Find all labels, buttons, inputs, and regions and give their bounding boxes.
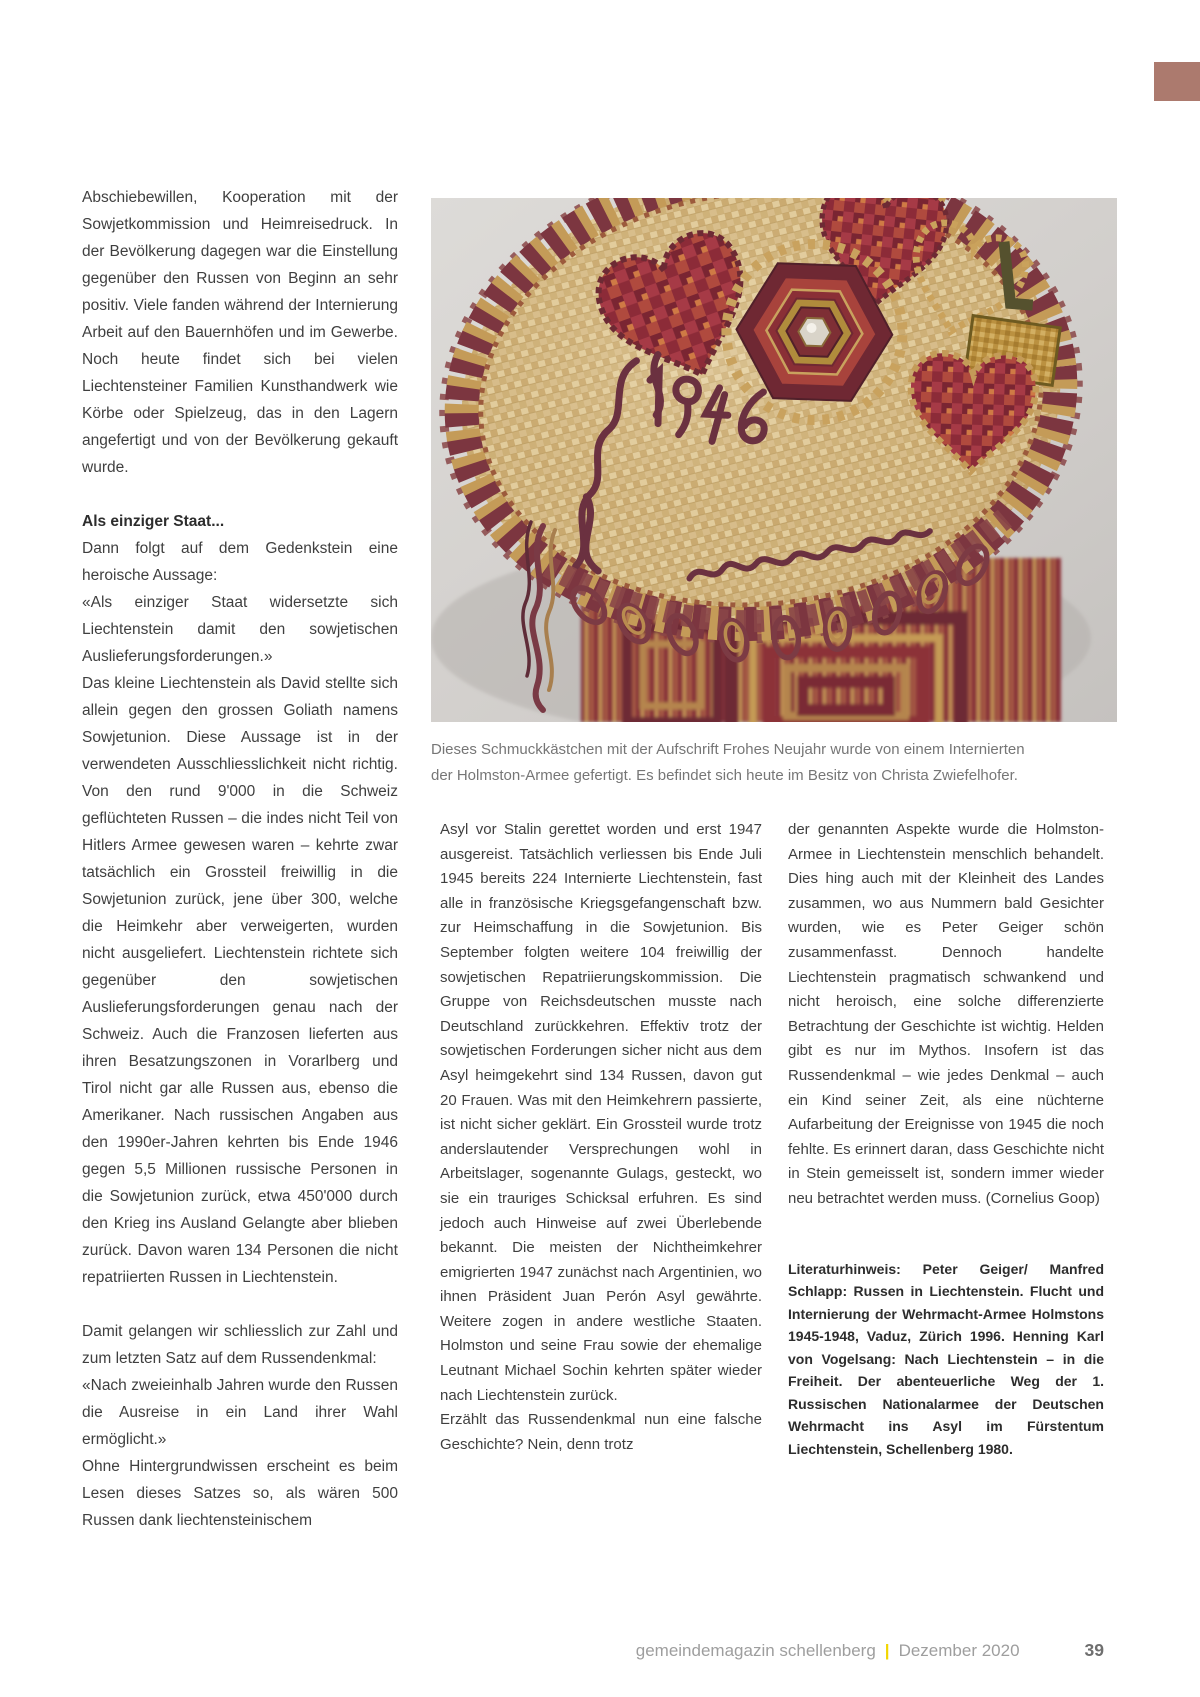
quote-paragraph: «Nach zweieinhalb Jahren wurde den Russen die Ausreise in ein Land ihrer Wahl ermöglicht.»: [82, 1377, 398, 1448]
page-number: 39: [1084, 1640, 1104, 1660]
section-heading: Als einziger Staat...: [82, 513, 225, 530]
page-corner-mark: [1154, 62, 1200, 101]
article-column-middle: [440, 818, 762, 1597]
footer-issue-date: Dezember 2020: [898, 1641, 1020, 1660]
paragraph: Abschiebewillen, Kooperation mit der Sowjetkommission und Heimreisedruck. In der Bevölkerung dagegen war die Einstellung gegenüber den Russen von Beginn an sehr positiv. Viele fanden während der Internierung Arbeit auf den Bauernhöfen und im Gewerbe. Noch heute findet sich bei vielen Liechtensteiner Familien Kunsthandwerk wie Körbe oder Spielzeug, das in den Lagern angefertigt und von der Bevölkerung gekauft wurde.: [82, 189, 398, 476]
article-column-left: [82, 184, 398, 1598]
paragraph: Das kleine Liechtenstein als David stellte sich allein gegen den grossen Goliath namens Sowjetunion. Diese Aussage ist in der verwendeten Ausschliesslichkeit nicht richtig. Von den rund 9'000 in die Schweiz geflüchteten Russen – die indes nicht Teil von Hitlers Armee gewesen waren – kehrte zwar tatsächlich ein Grossteil freiwillig in die Sowjetunion zurück, jene über 300, welche die Heimkehr aber verweigerten, wurden nicht ausgeliefert. Liechtenstein richtete sich gegenüber den sowjetischen Auslieferungsforderungen genau nach der Schweiz. Auch die Franzosen lieferten aus ihren Besatzungszonen in Vorarlberg und Tirol nicht gar alle Russen aus, ebenso die Amerikaner. Nach russischen Angaben aus den 1990er-Jahren kehrten bis Ende 1946 gegen 5,5 Millionen russische Personen in die Sowjetunion zurück, etwa 450'000 durch den Krieg ins Ausland Gelangte aber blieben zurück. Davon waren 134 Personen die nicht repatriierten Russen in Liechtenstein.: [82, 675, 398, 1286]
literature-note: Literaturhinweis: Peter Geiger/ Manfred Schlapp: Russen in Liechtenstein. Flucht und Internierung der Wehrmacht-Armee Holmstons 1945-1948, Vaduz, Zürich 1996. Henning Karl von Vogelsang: Nach Liechtenstein – in die Freiheit. Der abenteuerliche Weg der 1. Russischen Nationalarmee der Deutschen Wehrmacht ins Asyl im Fürstentum Liechtenstein, Schellenberg 1980.: [788, 1260, 1104, 1457]
figure-schmuckkaestchen: [431, 198, 1117, 788]
paragraph: Asyl vor Stalin gerettet worden und erst 1947 ausgereist. Tatsächlich verliessen bis Ende Juli 1945 bereits 224 Internierte Liechtenstein, fast alle in französische Kriegsgefangenschaft bzw. zur Heimschaffung in die Sowjetunion. Bis September folgten weitere 104 freiwillig der sowjetischen Repatriierungskommission. Die Gruppe von Reichsdeutschen musste nach Deutschland zurückkehren. Effektiv trotz der sowjetischen Forderungen sicher nicht aus dem Asyl heimgekehrt sind 134 Russen, davon gut 20 Frauen. Was mit den Heimkehrern passierte, ist nicht sicher geklärt. Ein Grossteil wurde trotz anderslautender Versprechungen wohl in Arbeitslager, sogenannte Gulags, gesteckt, wo sie ein trauriges Schicksal erfuhren. Es sind jedoch auch Hinweise auf zwei Überlebende bekannt. Die meisten der Nichtheimkehrer emigrierten 1947 zunächst nach Argentinien, wo ihnen Präsident Juan Perón Asyl gewährte. Weitere zogen in andere westliche Staaten. Holmston und seine Frau sowie der ehemalige Leutnant Michael Sochin kehrten später wieder nach Liechtenstein zurück.: [440, 821, 762, 1404]
paragraph: Dann folgt auf dem Gedenkstein eine heroische Aussage:: [82, 540, 398, 584]
paragraph: Erzählt das Russendenkmal nun eine falsche Geschichte? Nein, denn trotz: [440, 1411, 762, 1453]
article-column-right: [788, 818, 1104, 1597]
footer-magazine-name: gemeindemagazin schellenberg: [635, 1641, 876, 1660]
quote-paragraph: «Als einziger Staat widersetzte sich Liechtenstein damit den sowjetischen Auslieferungsforderungen.»: [82, 594, 398, 665]
paragraph: Ohne Hintergrundwissen erscheint es beim Lesen dieses Satzes so, als wären 500 Russen dank liechtensteinischem: [82, 1458, 398, 1529]
footer-separator: |: [884, 1641, 890, 1660]
paragraph: Damit gelangen wir schliesslich zur Zahl und zum letzten Satz auf dem Russendenkmal:: [82, 1323, 398, 1367]
paragraph: der genannten Aspekte wurde die Holmston-Armee in Liechtenstein menschlich behandelt. Dies hing auch mit der Kleinheit des Landes zusammen, wo aus Nummern bald Gesichter wurden, wie es Peter Geiger schön zusammenfasst. Dennoch handelte Liechtenstein pragmatisch schwankend und nicht heroisch, eine solche differenzierte Betrachtung der Geschichte ist wichtig. Helden gibt es nur im Mythos. Insofern ist das Russendenkmal – wie jedes Denkmal – auch ein Kind seiner Zeit, als eine nüchterne Aufarbeitung der Ereignisse von 1945 die noch fehlte. Es erinnert daran, dass Geschichte nicht in Stein gemeisselt ist, sondern immer wieder neu betrachtet werden muss. (Cornelius Goop): [788, 821, 1104, 1207]
photo-schmuckkaestchen: [431, 198, 1117, 722]
straw-box-illustration: [431, 198, 1117, 722]
figure-caption: Dieses Schmuckkästchen mit der Aufschrift Frohes Neujahr wurde von einem Internierten der Holmston-Armee gefertigt. Es befindet sich heute im Besitz von Christa Zwiefelhofer.: [431, 741, 1025, 784]
page-footer: [82, 1640, 1104, 1661]
